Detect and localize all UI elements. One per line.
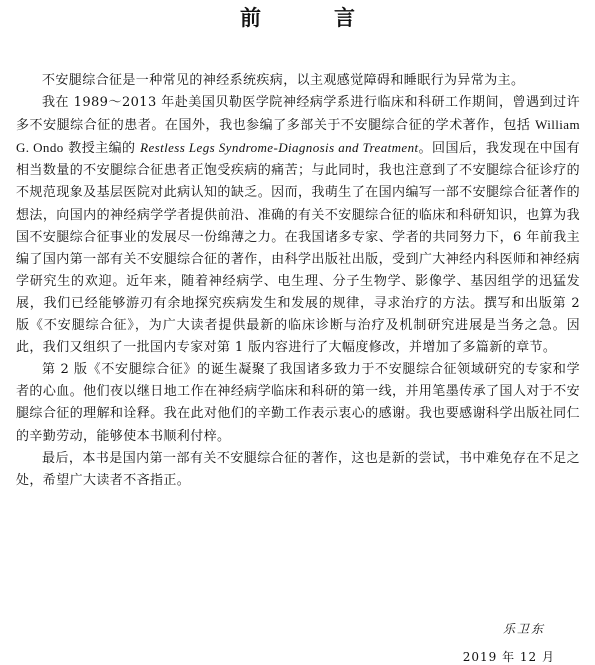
- book-title: Restless Legs Syndrome-Diagnosis and Treatment: [140, 140, 419, 156]
- paragraph-background: [16, 92, 580, 359]
- paragraph-intro: 不安腿综合征是一种常见的神经系统疾病，以主观感觉障碍和睡眠行为异常为主。: [42, 73, 525, 88]
- author-signature: 乐卫东: [502, 622, 545, 636]
- paragraph-acknowledgements: 第 2 版《不安腿综合征》的诞生凝聚了我国诸多致力于不安腿综合征领域研究的专家和学者的心血。他们夜以继日地工作在神经病学临床和科研的第一线，并用笔墨传承了国人对于不安腿综合征的理解和诠释。我在此对他们的辛勤工作表示衷心的感谢。我也要感谢科学出版社同仁的辛勤劳动，能够使本书顺利付梓。: [16, 362, 580, 444]
- paragraph-closing: 最后，本书是国内第一部有关不安腿综合征的著作，这也是新的尝试，书中难免存在不足之处，希望广大读者不吝指正。: [16, 450, 580, 488]
- paragraph-text: 我在 1989～2013 年赴美国贝勒医学院神经病学系进行临床和科研工作期间，曾遇到过许多不安腿综合征的患者。在国外，我也参编了多部关于不安腿综合征的学术著作，包括: [16, 95, 580, 134]
- preface-body: [16, 70, 580, 492]
- preface-date: 2019 年 12 月: [462, 650, 555, 664]
- paragraph-text: 教授主编的: [63, 141, 141, 157]
- paragraph-text: 。回国后，我发现在中国有相当数量的不安腿综合征患者正饱受疾病的痛苦；与此同时，我也注意到了不安腿综合征诊疗的不规范现象及基层医院对此病认知的缺乏。因而，我萌生了在国内编写一部不安腿综合征著作的想法，向国内的神经病学学者提供前沿、准确的有关不安腿综合征的临床和科研知识，也算为我国不安腿综合征事业的发展尽一份绵薄之力。在我国诸多专家、学者的共同努力下，6 年前我主编了国内第一部有关不安腿综合征的著作，由科学出版社出版，受到广大神经内科医师和神经病学研究生的欢迎。近年来，随着神经病学、电生理、分子生物学、影像学、基因组学的迅猛发展，我们已经能够游刃有余地探究疾病发生和发展的规律，寻求治疗的方法。撰写和出版第 2 版《不安腿综合征》，为广大读者提供最新的临床诊断与治疗及机制研究进展是当务之急。因此，我们又组织了一批国内专家对第 1 版内容进行了大幅度修改，并增加了多篇新的章节。: [16, 141, 580, 356]
- page-title: 前 言: [240, 6, 381, 30]
- editor-name: William G. Ondo: [16, 117, 580, 156]
